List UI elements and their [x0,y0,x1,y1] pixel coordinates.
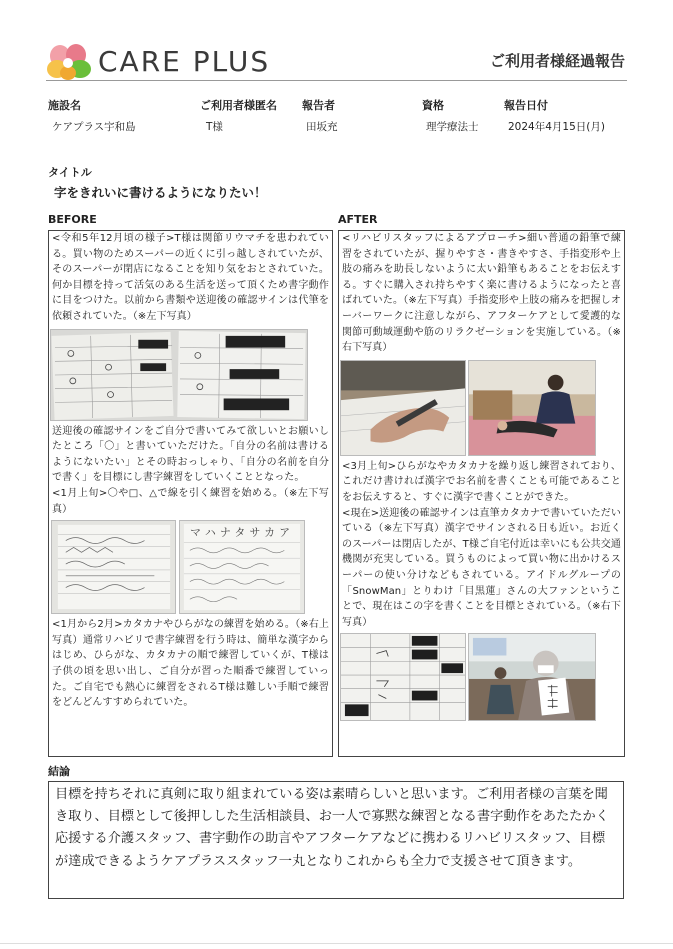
before-paragraph: <1月から2月>カタカナやひらがなの練習を始める。（※右上写真）通常リハビリで書字練習を行う時は、簡単な漢字からはじめ、ひらがな、カタカナの順で練習していくが、T様は子供の頃を思い出し、ご自分が習った順番で練習していった。ご自宅でも熱心に練習をされるT様は難しい手順で練習をどんどんすすめられていた。 [52,619,329,709]
conclusion-panel [48,781,624,899]
info-value: 2024年4月15日(月) [508,121,605,133]
header-divider [46,80,627,81]
kana-sample-text: マハナタサカア [190,526,295,540]
info-value: 理学療法士 [426,121,479,133]
range-of-motion-photo [468,360,596,456]
info-value: ケアプラス宇和島 [52,121,136,133]
info-label: 報告日付 [504,99,548,112]
before-label: BEFORE [48,213,97,226]
title-value: 字をきれいに書けるようになりたい！ [54,185,267,200]
before-paragraph: <令和5年12月頃の様子>T様は関節リウマチを患われている。買い物のためスーパーの近くに引っ越しされていたが、そのスーパーが閉店になることを知り気をおとされていた。何か目標を持って活気のある生活を送って頂くため書字動作に目をつけた。以前から書類や送迎後の確認サインは代筆を依頼されていた。（※左下写真） [52,233,329,322]
after-label: AFTER [338,213,378,226]
after-paragraph: <リハビリスタッフによるアプローチ>細い普通の鉛筆で練習をされていたが、握りやすさ・書きやすさ、手指変形や上肢の痛みを助長しないように太い鉛筆もあることをお伝えする。すぐに購入され持ちやすく楽に書けるようになったと喜ばれていた。（※左下写真）手指変形や上肢の痛みを把握しオーバーワークに注意しながら、アフターケアとして愛護的な関節可動域運動や筋のリラクゼーションを実施している。（※右下写真） [342,233,621,354]
after-paragraph: <3月上旬>ひらがなやカタカナを繰り返し練習されており、これだけ書ければ漢字でお名前を書くことも可能であることをお伝えすると、すぐに漢字で書くことができた。 [342,460,621,503]
info-label: ご利用者様匿名 [200,99,277,112]
flower-logo-icon [46,42,94,82]
kanji-holding-photo [468,633,596,721]
kana-practice-photo [179,520,305,614]
info-value: 田坂充 [306,121,338,133]
shape-practice-photo [51,520,176,614]
before-paragraph: <1月上旬>〇や□、△で線を引く練習を始める。（※左下写真） [52,487,329,515]
katakana-signature-photo [340,633,466,721]
before-panel [48,230,333,757]
conclusion-label: 結論 [48,765,70,778]
info-reporter [302,97,338,134]
report-title: ご利用者様経過報告 [489,52,625,70]
care-plus-logo [46,40,286,82]
info-facility [48,97,136,134]
info-user [200,97,277,134]
after-paragraph: <現在>送迎後の確認サインは直筆カタカナで書いていただいている（※左下写真）漢字でサインされる日も近い。お近くのスーパーは閉店したが、T様ご自宅付近は幸いにも公共交通機関が充実している。買うものによって買い物に出かけるスーパーの使い分けなどもされている。アイドルグループの「SnowMan」とりわけ「目黒蓮」さんの大ファンということで、現在はこの字を書くことを目標とされている。（※右下写真） [342,507,621,628]
brand-name: CARE PLUS [98,45,271,78]
page-bottom-divider [0,943,673,944]
conclusion-text: 目標を持ちそれに真剣に取り組まれている姿は素晴らしいと思います。ご利用者様の言葉を聞き取り、目標として後押しした生活相談員、お一人で寡黙な練習となる書字動作をあたたかく応援する介護スタッフ、書字動作の助言やアフターケアなどに携わるリハビリスタッフ、目標が達成できるようケアプラススタッフ一丸となりこれからも全力で支援させて頂きます。 [55,787,609,869]
current-photos [340,633,624,721]
thick-pencil-photo [340,360,466,456]
info-label: 報告者 [302,99,335,112]
practice-photos [51,520,332,614]
info-value: T様 [206,121,223,133]
title-label: タイトル [48,166,92,179]
signature-sheet-photo [50,329,308,421]
info-qualification [422,97,479,134]
info-label: 資格 [422,99,444,112]
before-paragraph: 送迎後の確認サインをご自分で書いてみて欲しいとお願いしたところ「〇」と書いていただけた。「自分の名前は書けるようにないたい」とその時おっしゃり、「自分の名前を自分で書く」を目標にし書字練習をしていくこととなった。 [52,425,329,484]
info-date [504,97,605,134]
after-panel [338,230,625,757]
rehab-photos [340,360,624,456]
info-label: 施設名 [48,99,81,112]
